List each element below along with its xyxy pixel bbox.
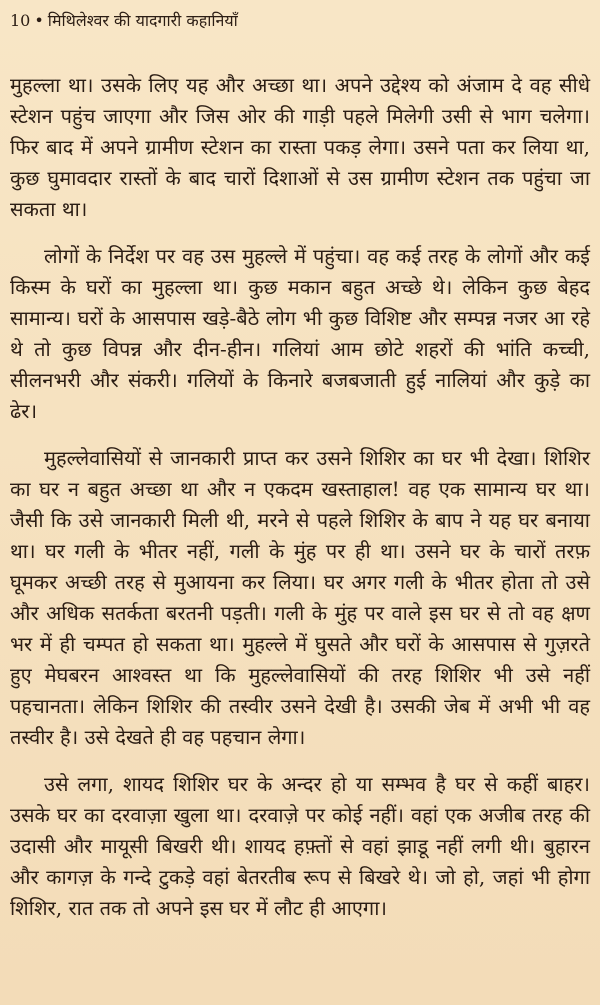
running-header xyxy=(10,10,590,36)
book-title: मिथिलेश्वर की यादगारी कहानियाँ xyxy=(47,11,238,30)
paragraph-2: लोगों के निर्देश पर वह उस मुहल्ले में पहुंचा। वह कई तरह के लोगों और कई किस्म के घरों का मुहल्ला था। कुछ मकान बहुत अच्छे थे। लेकिन कुछ बेहद सामान्य। घरों के आसपास खड़े-बैठे लोग भी कुछ विशिष्ट और सम्पन्न नजर आ रहे थे तो कुछ विपन्न और दीन-हीन। गलियां आम छोटे शहरों की भांति कच्ची, सीलनभरी और संकरी। गलियों के किनारे बजबजाती हुई नालियां और कुड़े का ढेर। xyxy=(10,244,590,423)
header-bullet: • xyxy=(34,11,44,30)
body-text xyxy=(10,70,590,924)
page-number: 10 xyxy=(10,11,31,30)
paragraph-4: उसे लगा, शायद शिशिर घर के अन्दर हो या सम्भव है घर से कहीं बाहर। उसके घर का दरवाज़ा खुला था। दरवाज़े पर कोई नहीं। वहां एक अजीब तरह की उदासी और मायूसी बिखरी थी। शायद हफ़्तों से वहां झाडू नहीं लगी थी। बुहारन और कागज़ के गन्दे टुकड़े वहां बेतरतीब रूप से बिखरे थे। जो हो, जहां भी होगा शिशिर, रात तक तो अपने इस घर में लौट ही आएगा। xyxy=(10,772,590,920)
paragraph-3: मुहल्लेवासियों से जानकारी प्राप्त कर उसने शिशिर का घर भी देखा। शिशिर का घर न बहुत अच्छा था और न एकदम खस्ताहाल! वह एक सामान्य घर था। जैसी कि उसे जानकारी मिली थी, मरने से पहले शिशिर के बाप ने यह घर बनाया था। घर गली के भीतर नहीं, गली के मुंह पर ही था। उसने घर के चारों तरफ़ घूमकर अच्छी तरह से मुआयना कर लिया। घर अगर गली के भीतर होता तो उसे और अधिक सतर्कता बरतनी पड़ती। गली के मुंह पर वाले इस घर से तो वह क्षण भर में ही चम्पत हो सकता था। मुहल्ले में घुसते और घरों के आसपास से गुज़रते हुए मेघबरन आश्वस्त था कि मुहल्लेवासियों की तरह शिशिर भी उसे नहीं पहचानता। लेकिन शिशिर की तस्वीर उसने देखी है। उसकी जेब में अभी भी वह तस्वीर है। उसे देखते ही वह पहचान लेगा। xyxy=(10,446,590,749)
paragraph-1: मुहल्ला था। उसके लिए यह और अच्छा था। अपने उद्देश्य को अंजाम दे वह सीधे स्टेशन पहुंच जाएगा और जिस ओर की गाड़ी पहले मिलेगी उसी से भाग चलेगा। फिर बाद में अपने ग्रामीण स्टेशन का रास्ता पकड़ लेगा। उसने पता कर लिया था, कुछ घुमावदार रास्तों के बाद चारों दिशाओं से उस ग्रामीण स्टेशन तक पहुंचा जा सकता था। xyxy=(10,73,590,221)
